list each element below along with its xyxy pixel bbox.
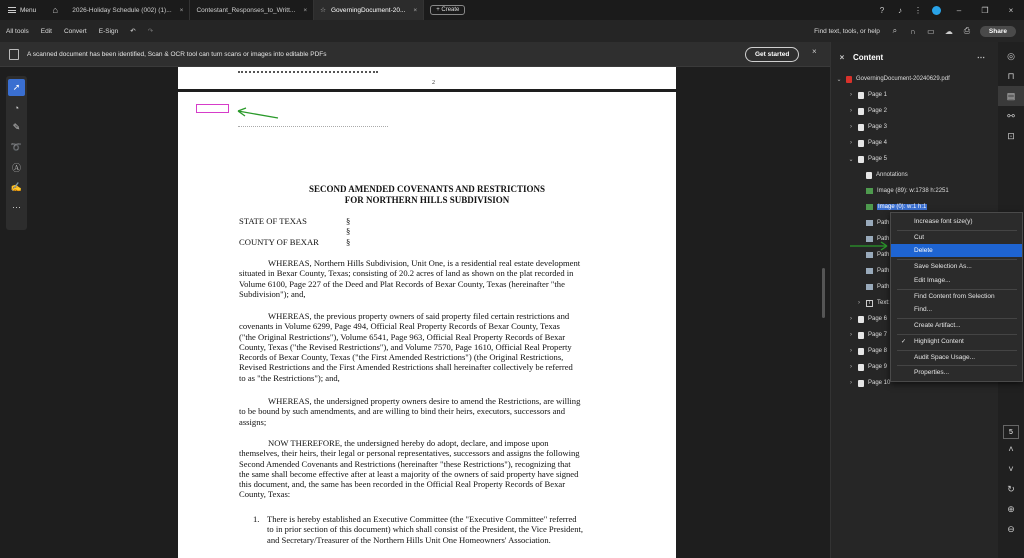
window-controls	[873, 0, 1024, 20]
tree-label: Path	[877, 252, 890, 258]
scrollbar[interactable]	[822, 268, 825, 318]
chevron-right-icon[interactable]: ›	[850, 108, 852, 114]
tree-path[interactable]	[863, 265, 889, 277]
page-icon	[858, 92, 864, 99]
bookmark-icon[interactable]: ⊓	[1007, 70, 1015, 81]
create-button[interactable]: + Create	[430, 5, 465, 15]
tree-annotations[interactable]	[863, 169, 908, 181]
chevron-right-icon[interactable]: ›	[850, 140, 852, 146]
zoom-in-icon[interactable]: ⊕	[1007, 503, 1015, 514]
green-arrow-annotation	[234, 106, 280, 122]
panel-header	[831, 42, 999, 72]
text-line: Second Amended Covenants and Restrictions (hereinafter "these Restrictions"), recognizing that	[239, 458, 571, 469]
more-tools-icon[interactable]: ⋯	[12, 202, 21, 212]
tree-label: Page 10	[868, 380, 891, 386]
menu-delete[interactable]: Delete	[891, 244, 1022, 257]
text-line: County, Texas:	[239, 489, 291, 500]
close-icon[interactable]: ×	[303, 6, 308, 14]
more-options-icon[interactable]: ⋯	[977, 52, 985, 62]
selection-box	[196, 104, 229, 113]
page-icon	[858, 140, 864, 147]
tree-label: Page 3	[868, 124, 888, 130]
tab-bar	[0, 0, 1024, 20]
tree-page-1[interactable]	[847, 89, 887, 101]
close-window-icon[interactable]: ×	[1008, 5, 1014, 15]
tree-label: Page 8	[868, 348, 888, 354]
menu-edit-image[interactable]: Edit Image...	[914, 277, 951, 284]
tree-image-89[interactable]	[863, 185, 949, 197]
menu-save-selection-as[interactable]: Save Selection As...	[914, 263, 972, 270]
path-icon	[866, 220, 873, 226]
menu-button[interactable]	[0, 0, 44, 20]
save-icon[interactable]: ▭	[927, 26, 935, 36]
chevron-right-icon[interactable]: ›	[850, 332, 852, 338]
page-icon	[858, 364, 864, 371]
chevron-up-icon[interactable]: ˄	[1008, 444, 1014, 454]
chevron-right-icon[interactable]: ›	[850, 92, 852, 98]
tab-label: GoverningDocument-20...	[330, 6, 406, 14]
pdf-page[interactable]	[178, 92, 676, 558]
chevron-down-icon[interactable]: ˅	[1008, 464, 1014, 474]
tree-label-selected: Image (0): w:1 h:1	[878, 204, 927, 210]
pen-icon[interactable]: ✎	[12, 122, 21, 132]
chevron-right-icon[interactable]: ›	[850, 364, 852, 370]
path-icon	[866, 268, 873, 274]
section-mark: §	[346, 216, 351, 226]
content-panel-icon[interactable]: ▤	[998, 86, 1024, 106]
panel-title: Content	[853, 52, 884, 62]
tree-page-9[interactable]	[847, 361, 887, 373]
text-line: assigns;	[239, 416, 267, 427]
image-icon	[866, 188, 873, 194]
draw-icon[interactable]: ➰	[10, 142, 23, 152]
search-icon[interactable]: ⌕	[892, 26, 898, 35]
tab-label: 2026-Holiday Schedule (002) (1)...	[72, 6, 172, 14]
redo-icon[interactable]: ↷	[147, 28, 154, 35]
undo-icon[interactable]: ↶	[130, 28, 136, 35]
chevron-right-icon[interactable]: ›	[850, 348, 852, 354]
menu-audit-space-usage[interactable]: Audit Space Usage...	[914, 354, 976, 361]
signature-icon[interactable]: ✍	[10, 182, 23, 192]
text-line: to as "the Restrictions"); and,	[239, 372, 340, 383]
image-icon	[866, 204, 873, 210]
tree-label: Path	[877, 220, 890, 226]
close-icon[interactable]: ×	[413, 6, 418, 14]
all-tools-button[interactable]: All tools	[6, 27, 29, 35]
annotations-icon	[866, 172, 872, 179]
rotate-icon[interactable]: ↻	[1007, 483, 1015, 494]
print-icon[interactable]: ⎙	[963, 26, 971, 35]
section-mark: §	[346, 237, 351, 247]
tree-path[interactable]	[863, 217, 889, 229]
page-icon	[858, 348, 864, 355]
section-mark: §	[346, 226, 351, 236]
menu-increase-font-size[interactable]: Increase font size(y)	[914, 218, 973, 225]
text-line: situated in Bexar County, Texas; consisting of 20.2 acres of land as shown on the plat recorded in	[239, 268, 574, 279]
chevron-right-icon[interactable]: ›	[850, 124, 852, 130]
text-line: Volume 6100, Page 227 of the Deed and Plat Records of Bexar County, Texas (hereinafter "the	[239, 278, 565, 289]
close-icon[interactable]: ×	[812, 47, 817, 56]
tree-page-4[interactable]	[847, 137, 887, 149]
tree-page-2[interactable]	[847, 105, 887, 117]
text-line: WHEREAS, Northern Hills Subdivision, Unit One, is a residential real estate development	[268, 258, 581, 268]
tab-contestant-responses[interactable]	[190, 0, 314, 20]
doc-title: SECOND AMENDED COVENANTS AND RESTRICTIONS	[308, 184, 546, 194]
text-line: There is hereby established an Executive Committee (the "Executive Committee" referred	[267, 514, 577, 524]
tree-label: Path	[877, 236, 890, 242]
tree-label: Annotations	[876, 172, 908, 178]
comment-panel-icon[interactable]: ◎	[1007, 50, 1015, 61]
text-line: the same shall become effective after at least a majority of the owners of said property have signed	[239, 468, 579, 479]
tree-label: GoverningDocument-20240629.pdf	[856, 76, 950, 82]
tree-root[interactable]	[835, 73, 950, 85]
get-started-button[interactable]: Get started	[745, 47, 799, 62]
tree-path[interactable]	[863, 281, 889, 293]
upload-icon[interactable]: ☁	[944, 26, 953, 36]
page-number: 2	[432, 80, 435, 86]
text-line: County, Texas ("the Revised Restrictions"), and Volume 7570, Page 1610, Official Real Property	[239, 341, 572, 352]
tree-page-3[interactable]	[847, 121, 887, 133]
chevron-right-icon[interactable]: ›	[858, 300, 860, 306]
menu-find[interactable]: Find...	[914, 306, 933, 313]
tree-page-8[interactable]	[847, 345, 887, 357]
apps-icon[interactable]: ⋮	[914, 5, 922, 15]
tree-page-6[interactable]	[847, 313, 887, 325]
menu-highlight-content[interactable]	[891, 335, 1022, 348]
read-aloud-icon[interactable]: ∩	[910, 26, 916, 36]
tree-label: Page 9	[868, 364, 888, 370]
page-number-box[interactable]: 5	[1003, 425, 1019, 439]
esign-button[interactable]: E-Sign	[98, 27, 119, 35]
paragraph-2	[239, 311, 664, 383]
text-line: WHEREAS, the undersigned property owners desire to amend the Restrictions, are willing	[268, 396, 581, 406]
share-button[interactable]: Share	[980, 26, 1016, 37]
home-icon[interactable]: ⌂	[52, 5, 58, 15]
text-box-icon[interactable]: Ⓐ	[11, 163, 21, 173]
tree-page-10[interactable]	[847, 377, 890, 389]
text-line: themselves, their heirs, their legal or personal representatives, successors and assigns the following	[239, 448, 580, 459]
tree-label: Page 6	[868, 316, 888, 322]
doc-subtitle: FOR NORTHERN HILLS SUBDIVISION	[344, 195, 510, 205]
menu-label: Menu	[20, 6, 37, 14]
text-line: to be bound by such amendments, and are willing to bind their heirs, executors, successors and	[239, 406, 566, 417]
menu-find-content-from-selection[interactable]: Find Content from Selection	[914, 293, 995, 300]
page-icon	[858, 316, 864, 323]
tree-label: Path	[877, 284, 890, 290]
banner-message: A scanned document has been identified, Scan & OCR tool can turn scans or images into editable PDFs	[27, 50, 327, 58]
pdf-icon	[846, 76, 852, 83]
tree-label: Page 1	[868, 92, 888, 98]
hamburger-icon	[8, 7, 16, 13]
close-icon[interactable]: ×	[179, 6, 184, 14]
page-icon	[858, 124, 864, 131]
help-icon[interactable]: ?	[879, 5, 885, 15]
green-arrow-annotation	[849, 240, 891, 252]
page-icon	[858, 108, 864, 115]
tree-label: Image (89): w:1738 h:2251	[877, 188, 949, 194]
find-search[interactable]: Find text, tools, or help	[814, 27, 880, 35]
tree-label: Page 4	[868, 140, 888, 146]
chevron-right-icon[interactable]: ›	[850, 316, 852, 322]
quick-tools	[6, 76, 27, 230]
tree-text[interactable]	[855, 297, 890, 309]
text-line: NOW THEREFORE, the undersigned hereby do adopt, declare, and impose upon	[268, 438, 549, 448]
context-menu	[890, 212, 1023, 382]
item-1	[267, 514, 667, 545]
tree-page-5[interactable]	[847, 153, 887, 165]
text-line: WHEREAS, the previous property owners of said property filed certain restrictions and	[268, 311, 570, 321]
scan-document-icon	[9, 49, 19, 60]
tab-governing-document[interactable]	[314, 0, 424, 20]
page-controls	[998, 425, 1024, 539]
tree-label: Path	[877, 268, 890, 274]
tree-label: Page 5	[868, 156, 888, 162]
convert-button[interactable]: Convert	[63, 27, 87, 35]
previous-page-fragment	[178, 67, 676, 89]
path-icon	[866, 252, 873, 258]
text-line: to in prior section of this document) which shall consist of the President, the Vice President,	[267, 524, 584, 535]
page-icon	[858, 332, 864, 339]
menu-label: Highlight Content	[914, 338, 964, 345]
chevron-down-icon[interactable]: ⌄	[848, 156, 854, 163]
toolbar	[0, 20, 1024, 42]
bell-icon[interactable]: ♪	[898, 5, 902, 15]
menu-cut[interactable]: Cut	[914, 234, 925, 241]
accessibility-icon[interactable]: ⊡	[1007, 130, 1015, 141]
menu-create-artifact[interactable]: Create Artifact...	[914, 322, 961, 329]
share-link-icon[interactable]: ⚯	[1007, 110, 1015, 121]
comment-icon[interactable]: ◔	[13, 102, 20, 113]
page-icon	[858, 156, 864, 163]
star-icon[interactable]: ☆	[320, 7, 326, 14]
text-line: this document, and, the same has been recorded in the Official Real Property Records of Bexar	[239, 479, 566, 490]
path-icon	[866, 284, 873, 290]
text-line: covenants in Volume 6299, Page 494, Official Real Property Records of Bexar County, Texas	[239, 321, 560, 332]
tree-label: Text:	[877, 300, 890, 306]
select-icon[interactable]: ➚	[8, 79, 25, 96]
edit-button[interactable]: Edit	[40, 27, 52, 35]
restore-icon[interactable]: ❐	[981, 5, 989, 15]
ocr-banner	[0, 42, 830, 67]
avatar[interactable]	[932, 6, 941, 15]
paragraph-3	[239, 396, 664, 427]
state-label: STATE OF TEXAS	[239, 216, 307, 226]
minimize-icon[interactable]: –	[956, 5, 962, 15]
text-line: Subdivision"); and,	[239, 288, 306, 299]
tree-page-7[interactable]	[847, 329, 887, 341]
check-icon: ✓	[901, 339, 907, 345]
paragraph-4	[239, 438, 664, 500]
tree-label: Page 7	[868, 332, 888, 338]
menu-properties[interactable]: Properties...	[914, 369, 950, 376]
chevron-right-icon[interactable]: ›	[850, 380, 852, 386]
close-icon[interactable]: ×	[839, 52, 845, 62]
tab-label: Contestant_Responses_to_Writt...	[196, 6, 296, 14]
tree-label: Page 2	[868, 108, 888, 114]
create-label: Create	[441, 7, 460, 13]
text-line: Records of Bexar County, Texas ("the First Amended Restrictions") (the Original Restrictions,	[239, 352, 564, 363]
tab-holiday-schedule[interactable]	[66, 0, 190, 20]
text-icon: T	[867, 299, 872, 306]
scan-artifact	[238, 126, 388, 127]
zoom-out-icon[interactable]: ⊖	[1007, 523, 1015, 534]
county-label: COUNTY OF BEXAR	[239, 237, 319, 247]
text-line: ("the Original Restrictions"), Volume 6541, Page 963, Official Real Property Records of Bexar	[239, 331, 566, 342]
chevron-down-icon[interactable]: ⌄	[836, 76, 842, 83]
page-icon	[858, 380, 864, 387]
item-number: 1.	[253, 514, 260, 524]
paragraph-1	[239, 258, 664, 299]
text-line: Revised Restrictions and the First Amended Restrictions shall hereinafter collectively be referred	[239, 362, 573, 373]
text-line: and Secretary/Treasurer of the Northern Hills Unit One Homeowners' Association.	[267, 534, 551, 545]
